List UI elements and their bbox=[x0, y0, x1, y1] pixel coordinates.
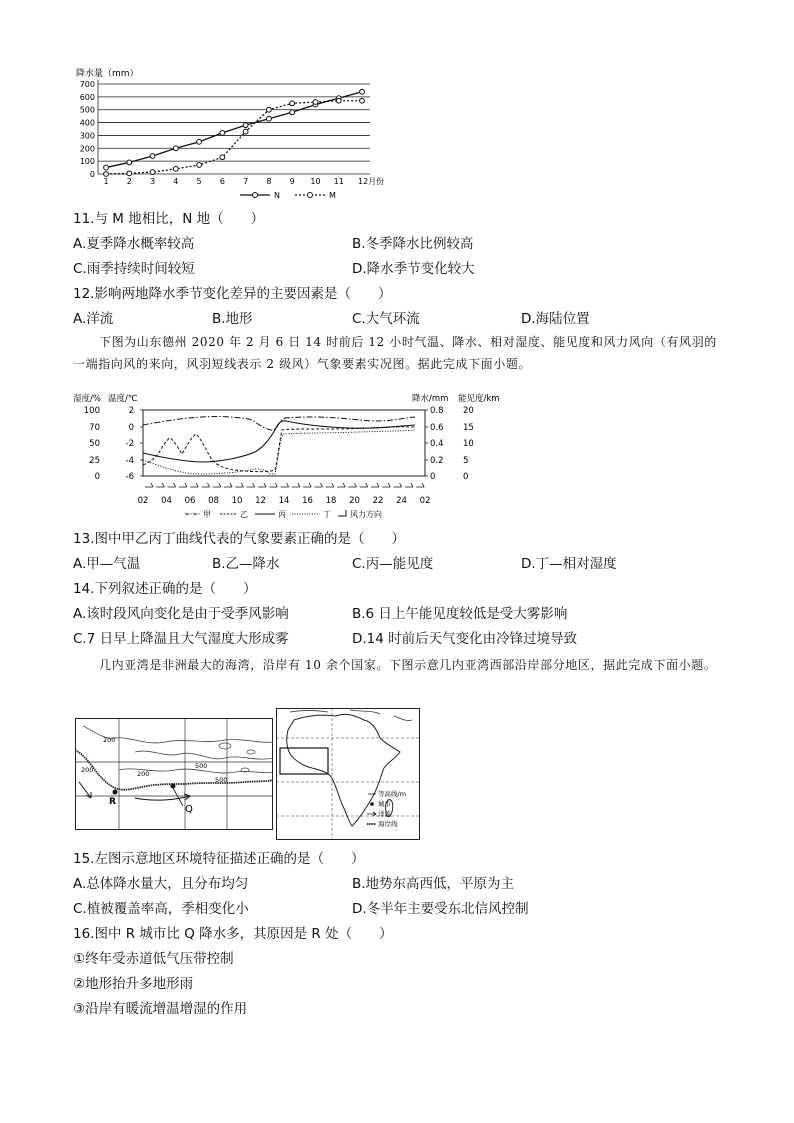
legend-jia: 甲 bbox=[203, 510, 211, 519]
series-n-point bbox=[150, 154, 155, 159]
chart2-x-tick-label: 24 bbox=[396, 496, 407, 506]
legend-bing: 丙 bbox=[278, 510, 286, 519]
wind-barb bbox=[371, 483, 379, 487]
chart1-y-axis-label: 降水量（mm） bbox=[76, 69, 139, 79]
chart2-x-tick-label: 12 bbox=[255, 496, 266, 506]
wind-barb bbox=[156, 483, 164, 487]
q14-option-a[interactable]: A.该时段风向变化是由于受季风影响 bbox=[73, 606, 289, 622]
chart1-x-tick-label: 9 bbox=[289, 177, 295, 186]
chart1-x-tick-label: 2 bbox=[126, 177, 132, 186]
precip-tick: 0 bbox=[430, 472, 436, 482]
question-16-stem: 16.图中 R 城市比 Q 降水多，其原因是 R 处（ ） bbox=[73, 926, 393, 942]
wind-barb bbox=[235, 483, 243, 487]
chart2-x-tick-label: 16 bbox=[302, 496, 313, 506]
weather-elements-chart bbox=[70, 390, 500, 520]
series-m-point bbox=[360, 98, 365, 103]
legend-ding: 丁 bbox=[323, 510, 331, 519]
series-m-point bbox=[290, 101, 295, 106]
temperature-tick: -4 bbox=[125, 456, 134, 466]
chart1-x-tick-label: 10 bbox=[310, 177, 321, 186]
chart2-axis-ticks bbox=[84, 406, 474, 482]
humidity-tick: 70 bbox=[89, 423, 100, 433]
q15-option-b[interactable]: B.地势东高西低，平原为主 bbox=[352, 876, 515, 892]
temperature-tick: -2 bbox=[125, 439, 134, 449]
humidity-tick: 0 bbox=[94, 472, 100, 482]
series-n-point bbox=[104, 165, 109, 170]
q16-statement-3: ③沿岸有暖流增温增湿的作用 bbox=[73, 1001, 248, 1017]
legend-coastline-label: 海岸线 bbox=[378, 820, 398, 828]
chart1-x-tick-label: 4 bbox=[173, 177, 179, 186]
chart1-series bbox=[104, 89, 365, 176]
visibility-tick: 0 bbox=[463, 472, 469, 482]
series-n-point bbox=[197, 139, 202, 144]
plot-frame bbox=[143, 410, 425, 476]
precip-tick: 0.2 bbox=[430, 456, 444, 466]
series-n-point bbox=[267, 116, 272, 121]
series-n-point bbox=[220, 130, 225, 135]
contour-label-500-a: 500 bbox=[195, 762, 208, 770]
city-r-label: R bbox=[109, 797, 116, 807]
q13-option-d[interactable]: D.丁—相对湿度 bbox=[521, 556, 617, 572]
chart2-x-tick-label: 10 bbox=[231, 496, 243, 506]
wind-barb bbox=[416, 483, 424, 487]
temperature-tick: 0 bbox=[128, 423, 134, 433]
city-q-marker bbox=[171, 784, 176, 789]
chart1-x-tick-label: 7 bbox=[243, 177, 249, 186]
chart2-x-tick-label: 08 bbox=[208, 496, 219, 506]
chart1-y-tick-label: 300 bbox=[79, 131, 95, 141]
series-n-point bbox=[127, 160, 132, 165]
wind-barb bbox=[145, 483, 153, 487]
chart2-x-tick-label: 14 bbox=[278, 496, 290, 506]
west-africa-regional-map bbox=[75, 718, 273, 830]
series-n-line bbox=[106, 92, 362, 168]
weather-chart-intro: 下图为山东德州 2020 年 2 月 6 日 14 时前后 12 小时气温、降水、相对湿度、能见度和风力风向（有风羽的一端指向风的来向，风羽短线表示 2 级风）气象要素实况图。据此完成下面小题。 bbox=[73, 335, 717, 371]
q15-option-a[interactable]: A.总体降水量大，且分布均匀 bbox=[73, 876, 249, 892]
visibility-axis-label: 能见度/km bbox=[458, 394, 500, 404]
chart1-x-ticks bbox=[103, 176, 384, 186]
wind-barb bbox=[168, 483, 176, 487]
chart1-x-tick-label: 8 bbox=[266, 177, 272, 186]
chart1-x-tick-label: 3 bbox=[149, 177, 156, 186]
question-14-stem: 14.下列叙述正确的是（ ） bbox=[73, 581, 257, 597]
q11-option-c[interactable]: C.雨季持续时间较短 bbox=[73, 261, 195, 277]
temperature-tick: -6 bbox=[125, 472, 134, 482]
precip-tick: 0.4 bbox=[430, 439, 444, 449]
question-12-stem: 12.影响两地降水季节变化差异的主要因素是（ ） bbox=[73, 286, 392, 302]
series-n-point bbox=[243, 123, 248, 128]
wind-barb bbox=[394, 483, 402, 487]
chart2-x-tick-label: 04 bbox=[161, 496, 172, 506]
question-11-stem: 11.与 M 地相比，N 地（ ） bbox=[73, 211, 265, 227]
humidity-axis-label: 湿度/% bbox=[73, 394, 101, 404]
legend-contour-label: 等高线/m bbox=[378, 790, 407, 798]
chart1-y-ticks bbox=[80, 80, 95, 179]
series-m-point bbox=[243, 129, 248, 134]
wind-barb bbox=[281, 483, 289, 487]
legend-wind: 风力方向 bbox=[350, 510, 382, 519]
visibility-tick: 10 bbox=[463, 439, 474, 449]
series-m-line bbox=[106, 101, 362, 174]
chart1-y-tick-label: 400 bbox=[79, 118, 95, 128]
q13-option-c[interactable]: C.丙—能见度 bbox=[352, 556, 434, 572]
wind-barb bbox=[292, 483, 300, 487]
wind-barbs-row bbox=[145, 483, 424, 487]
question-13-stem: 13.图中甲乙丙丁曲线代表的气象要素正确的是（ ） bbox=[73, 531, 405, 547]
chart1-y-tick-label: 700 bbox=[79, 80, 95, 89]
chart2-x-tick-label: 06 bbox=[184, 496, 196, 506]
legend-m-label: M bbox=[329, 191, 336, 200]
precip-tick: 0.8 bbox=[430, 406, 444, 416]
humidity-tick: 50 bbox=[89, 439, 100, 449]
wind-barb bbox=[179, 483, 187, 487]
wind-barb bbox=[360, 483, 368, 487]
wind-barb bbox=[258, 483, 266, 487]
series-bing-line bbox=[143, 421, 415, 462]
gulf-of-guinea-intro: 几内亚湾是非洲最大的海湾，沿岸有 10 余个国家。下图示意几内亚湾西部沿岸部分地区，据此完成下面小题。 bbox=[99, 658, 717, 672]
legend-yi: 乙 bbox=[240, 510, 248, 519]
wind-barb bbox=[190, 483, 198, 487]
wind-barb bbox=[337, 483, 345, 487]
series-n-point bbox=[290, 110, 295, 115]
wind-barb bbox=[315, 483, 323, 487]
series-m-point bbox=[267, 107, 272, 112]
q13-option-a[interactable]: A.甲—气温 bbox=[73, 556, 141, 572]
chart2-x-tick-label: 18 bbox=[325, 496, 337, 506]
legend-city-label: 城市 bbox=[378, 800, 391, 808]
chart1-x-tick-label: 6 bbox=[219, 177, 225, 186]
q12-option-d[interactable]: D.海陆位置 bbox=[521, 311, 590, 327]
visibility-tick: 20 bbox=[463, 406, 474, 416]
precip-axis-label: 降水/mm bbox=[412, 394, 449, 404]
series-m-point bbox=[173, 166, 178, 171]
q11-option-b[interactable]: B.冬季降水比例较高 bbox=[352, 236, 474, 252]
contour-label-200-b: 200 bbox=[81, 766, 94, 774]
wind-barb bbox=[405, 483, 413, 487]
q16-statement-1: ①终年受赤道低气压带控制 bbox=[73, 951, 234, 967]
q16-statement-2: ②地形抬升多地形雨 bbox=[73, 976, 194, 992]
chart2-x-tick-label: 02 bbox=[137, 496, 149, 506]
wind-barb bbox=[348, 483, 356, 487]
chart1-legend bbox=[240, 191, 336, 200]
chart2-x-tick-label: 22 bbox=[372, 496, 384, 506]
chart2-x-tick-label: 02 bbox=[419, 496, 431, 506]
q12-option-c[interactable]: C.大气环流 bbox=[352, 311, 420, 327]
series-m-point bbox=[197, 163, 202, 168]
q15-option-d[interactable]: D.冬半年主要受东北信风控制 bbox=[352, 901, 529, 917]
series-yi-line bbox=[143, 427, 415, 472]
chart1-y-tick-label: 0 bbox=[89, 170, 95, 179]
series-n-point bbox=[173, 146, 178, 151]
chart1-y-tick-label: 200 bbox=[79, 144, 95, 154]
q14-option-b[interactable]: B.6 日上午能见度较低是受大雾影响 bbox=[352, 606, 568, 622]
legend-current-label: 洋流 bbox=[378, 810, 391, 818]
temperature-axis-label: 温度/℃ bbox=[108, 394, 138, 404]
wind-barb bbox=[213, 483, 221, 487]
series-m-point bbox=[336, 98, 341, 103]
q15-option-c[interactable]: C.植被覆盖率高，季相变化小 bbox=[73, 901, 249, 917]
series-m-point bbox=[313, 100, 318, 105]
series-m-point bbox=[104, 172, 109, 177]
q13-option-b[interactable]: B.乙—降水 bbox=[212, 556, 280, 572]
wind-barb bbox=[224, 483, 232, 487]
series-m-point bbox=[127, 171, 132, 176]
chart2-x-tick-label: 20 bbox=[349, 496, 360, 506]
chart2-legend bbox=[185, 509, 382, 519]
temperature-tick: 2 bbox=[128, 406, 134, 416]
wind-barb bbox=[247, 483, 255, 487]
q14-option-d[interactable]: D.14 时前后天气变化由冷锋过境导致 bbox=[352, 631, 578, 647]
q12-option-b[interactable]: B.地形 bbox=[212, 311, 253, 327]
wind-barb bbox=[269, 483, 277, 487]
series-n-point bbox=[360, 89, 365, 94]
africa-location-map bbox=[276, 708, 420, 840]
q11-option-a[interactable]: A.夏季降水概率较高 bbox=[73, 236, 195, 252]
question-15-stem: 15.左图示意地区环境特征描述正确的是（ ） bbox=[73, 851, 365, 867]
q11-option-d[interactable]: D.降水季节变化较大 bbox=[352, 261, 475, 277]
chart1-x-tick-label: 1 bbox=[103, 177, 109, 186]
q14-option-c[interactable]: C.7 日早上降温且大气湿度大形成雾 bbox=[73, 631, 289, 647]
wind-barb bbox=[326, 483, 334, 487]
chart1-x-tick-label: 5 bbox=[196, 177, 202, 186]
legend-n-label: N bbox=[274, 191, 280, 200]
wind-barb bbox=[202, 483, 210, 487]
city-r-marker bbox=[113, 790, 118, 795]
visibility-tick: 15 bbox=[463, 423, 474, 433]
wind-barb bbox=[382, 483, 390, 487]
contour-label-200-a: 200 bbox=[103, 736, 116, 744]
precip-tick: 0.6 bbox=[430, 423, 444, 433]
visibility-tick: 5 bbox=[463, 456, 469, 466]
chart1-x-tick-label: 12月份 bbox=[358, 177, 385, 186]
precipitation-line-chart bbox=[70, 62, 390, 200]
wind-barb bbox=[303, 483, 311, 487]
chart1-y-tick-label: 500 bbox=[79, 105, 95, 115]
humidity-tick: 25 bbox=[89, 456, 100, 466]
chart1-y-tick-label: 100 bbox=[79, 157, 95, 167]
chart1-x-tick-label: 11 bbox=[333, 177, 344, 186]
humidity-tick: 100 bbox=[83, 406, 100, 416]
series-m-point bbox=[150, 170, 155, 175]
q12-option-a[interactable]: A.洋流 bbox=[73, 311, 114, 327]
chart2-x-ticks bbox=[138, 496, 431, 506]
series-m-point bbox=[220, 155, 225, 160]
contour-label-500-b: 500 bbox=[215, 776, 228, 784]
chart1-y-tick-label: 600 bbox=[79, 92, 95, 102]
contour-label-200-c: 200 bbox=[137, 770, 150, 778]
city-q-label: Q bbox=[185, 804, 193, 815]
